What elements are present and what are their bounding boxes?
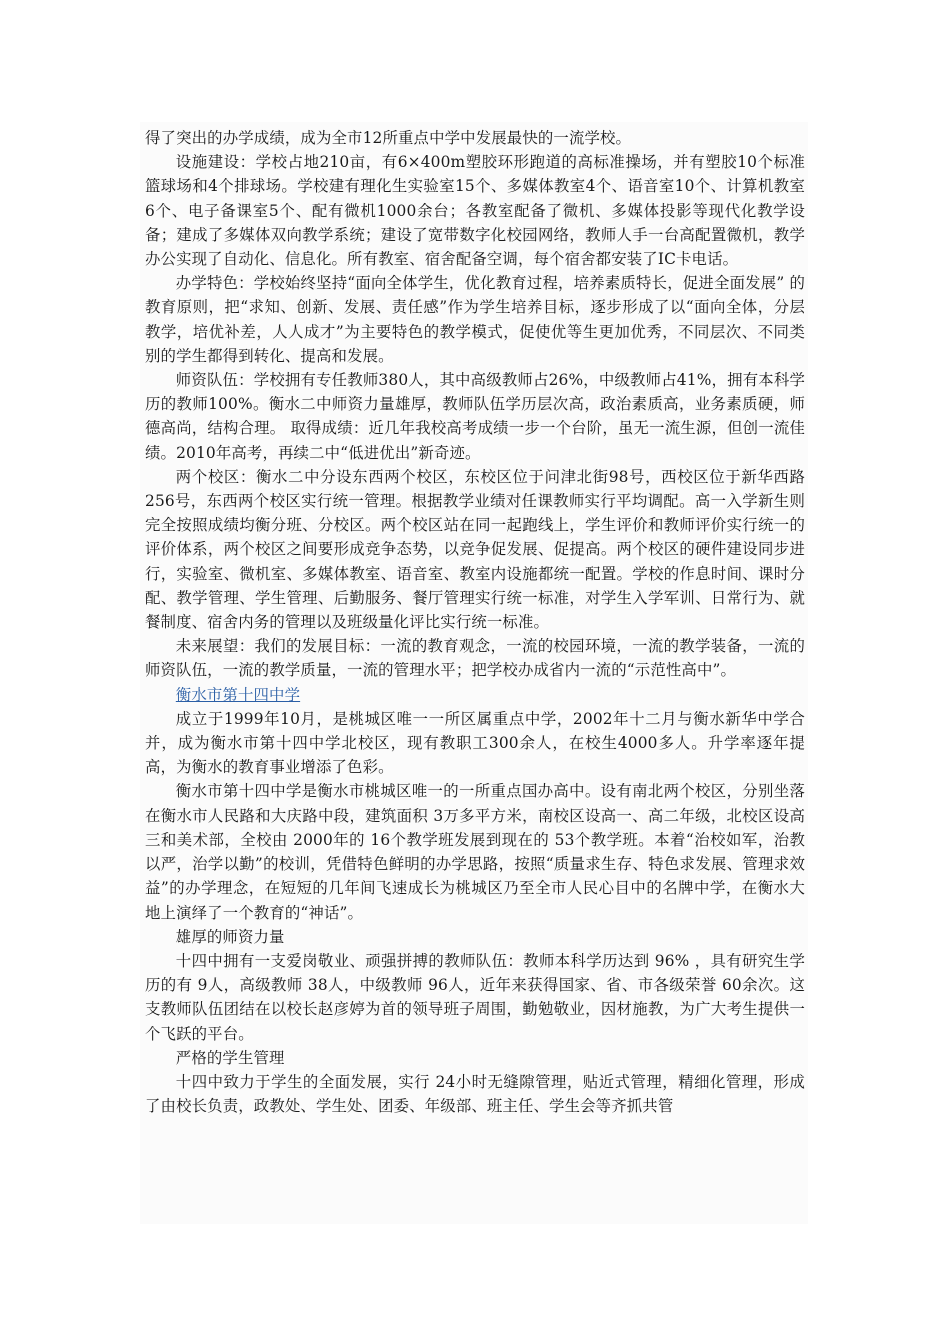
section-heading (145, 683, 805, 707)
subheading-faculty: 雄厚的师资力量 (175, 927, 285, 946)
paragraph-faculty: 师资队伍：学校拥有专任教师380人，其中高级教师占26%，中级教师占41%，拥有本科学历的教师100%。衡水二中师资力量雄厚，教师队伍学历层次高，政治素质高，业务素质硬，师德高尚，结构合理。 取得成绩：近几年我校高考成绩一步一个台阶，虽无一流生源，但创一流佳绩。2010年高考，再续二中“低进优出”新奇迹。 (145, 371, 805, 462)
paragraph-founding: 成立于1999年10月，是桃城区唯一一所区属重点中学，2002年十二月与衡水新华中学合并，成为衡水市第十四中学北校区，现有教职工300余人，在校生4000多人。升学率逐年提高，为衡水的教育事业增添了色彩。 (145, 709, 805, 777)
paragraph-facilities: 设施建设：学校占地210亩，有6×400m塑胶环形跑道的高标准操场，并有塑胶10个标准篮球场和4个排球场。学校建有理化生实验室15个、多媒体教室4个、语音室10个、计算机教室6个、电子备课室5个、配有微机1000余台；各教室配备了微机、多媒体投影等现代化教学设备；建成了多媒体双向教学系统；建设了宽带数字化校园网络，教师人手一台高配置微机，教学办公实现了自动化、信息化。所有教室、宿舍配备空调，每个宿舍都安装了IC卡电话。 (145, 153, 805, 269)
subheading-management: 严格的学生管理 (175, 1048, 285, 1067)
paragraph-outlook: 未来展望：我们的发展目标：一流的教育观念，一流的校园环境，一流的教学装备，一流的师资队伍，一流的教学质量，一流的管理水平；把学校办成省内一流的“示范性高中”。 (145, 637, 805, 680)
paragraph-continuation: 得了突出的办学成绩，成为全市12所重点中学中发展最快的一流学校。 (145, 129, 632, 147)
paragraph-campuses: 两个校区：衡水二中分设东西两个校区，东校区位于问津北街98号，西校区位于新华西路256号，东西两个校区实行统一管理。根据教学业绩对任课教师实行平均调配。高一入学新生则完全按照成绩均衡分班、分校区。两个校区站在同一起跑线上，学生评价和教师评价实行统一的评价体系，两个校区之间要形成竞争态势，以竞争促发展、促提高。两个校区的硬件建设同步进行，实验室、微机室、多媒体教室、语音室、教室内设施都统一配置。学校的作息时间、课时分配、教学管理、学生管理、后勤服务、餐厅管理实行统一标准，对学生入学军训、日常行为、就餐制度、宿舍内务的管理以及班级量化评比实行统一标准。 (145, 467, 805, 632)
paragraph-features: 办学特色：学校始终坚持“面向全体学生，优化教育过程，培养素质特长，促进全面发展” 的教育原则，把“求知、创新、发展、责任感”作为学生培养目标，逐步形成了以“面向全体，分层教学，培优补差，人人成才”为主要特色的教学模式，促使优等生更加优秀，不同层次、不同类别的学生都得到转化、提高和发展。 (145, 274, 805, 365)
paragraph-teachers: 十四中拥有一支爱岗敬业、顽强拼搏的教师队伍：教师本科学历达到 96% ，具有研究生学历的有 9人，高级教师 38人，中级教师 96人，近年来获得国家、省、市各级荣誉 60余次。这支教师队伍团结在以校长赵彦婷为首的领导班子周围，勤勉敬业，因材施教，为广大考生提供一个飞跃的平台。 (145, 951, 805, 1043)
document-body (145, 126, 805, 1118)
school-14-link[interactable]: 衡水市第十四中学 (175, 685, 301, 704)
paragraph-overview: 衡水市第十四中学是衡水市桃城区唯一的一所重点国办高中。设有南北两个校区，分别坐落在衡水市人民路和大庆路中段，建筑面积 3万多平方米，南校区设高一、高二年级，北校区设高三和美术部，全校由 2000年的 16个教学班发展到现在的 53个教学班。本着“治校如军，治教以严，治学以勤”的校训，凭借特色鲜明的办学思路，按照“质量求生存、特色求发展、管理求效益”的办学理念，在短短的几年间飞速成长为桃城区乃至全市人民心目中的名牌中学，在衡水大地上演绎了一个教育的“神话”。 (145, 782, 805, 922)
paragraph-management: 十四中致力于学生的全面发展，实行 24小时无缝隙管理，贴近式管理，精细化管理，形成了由校长负责，政教处、学生处、团委、年级部、班主任、学生会等齐抓共管 (145, 1072, 805, 1116)
